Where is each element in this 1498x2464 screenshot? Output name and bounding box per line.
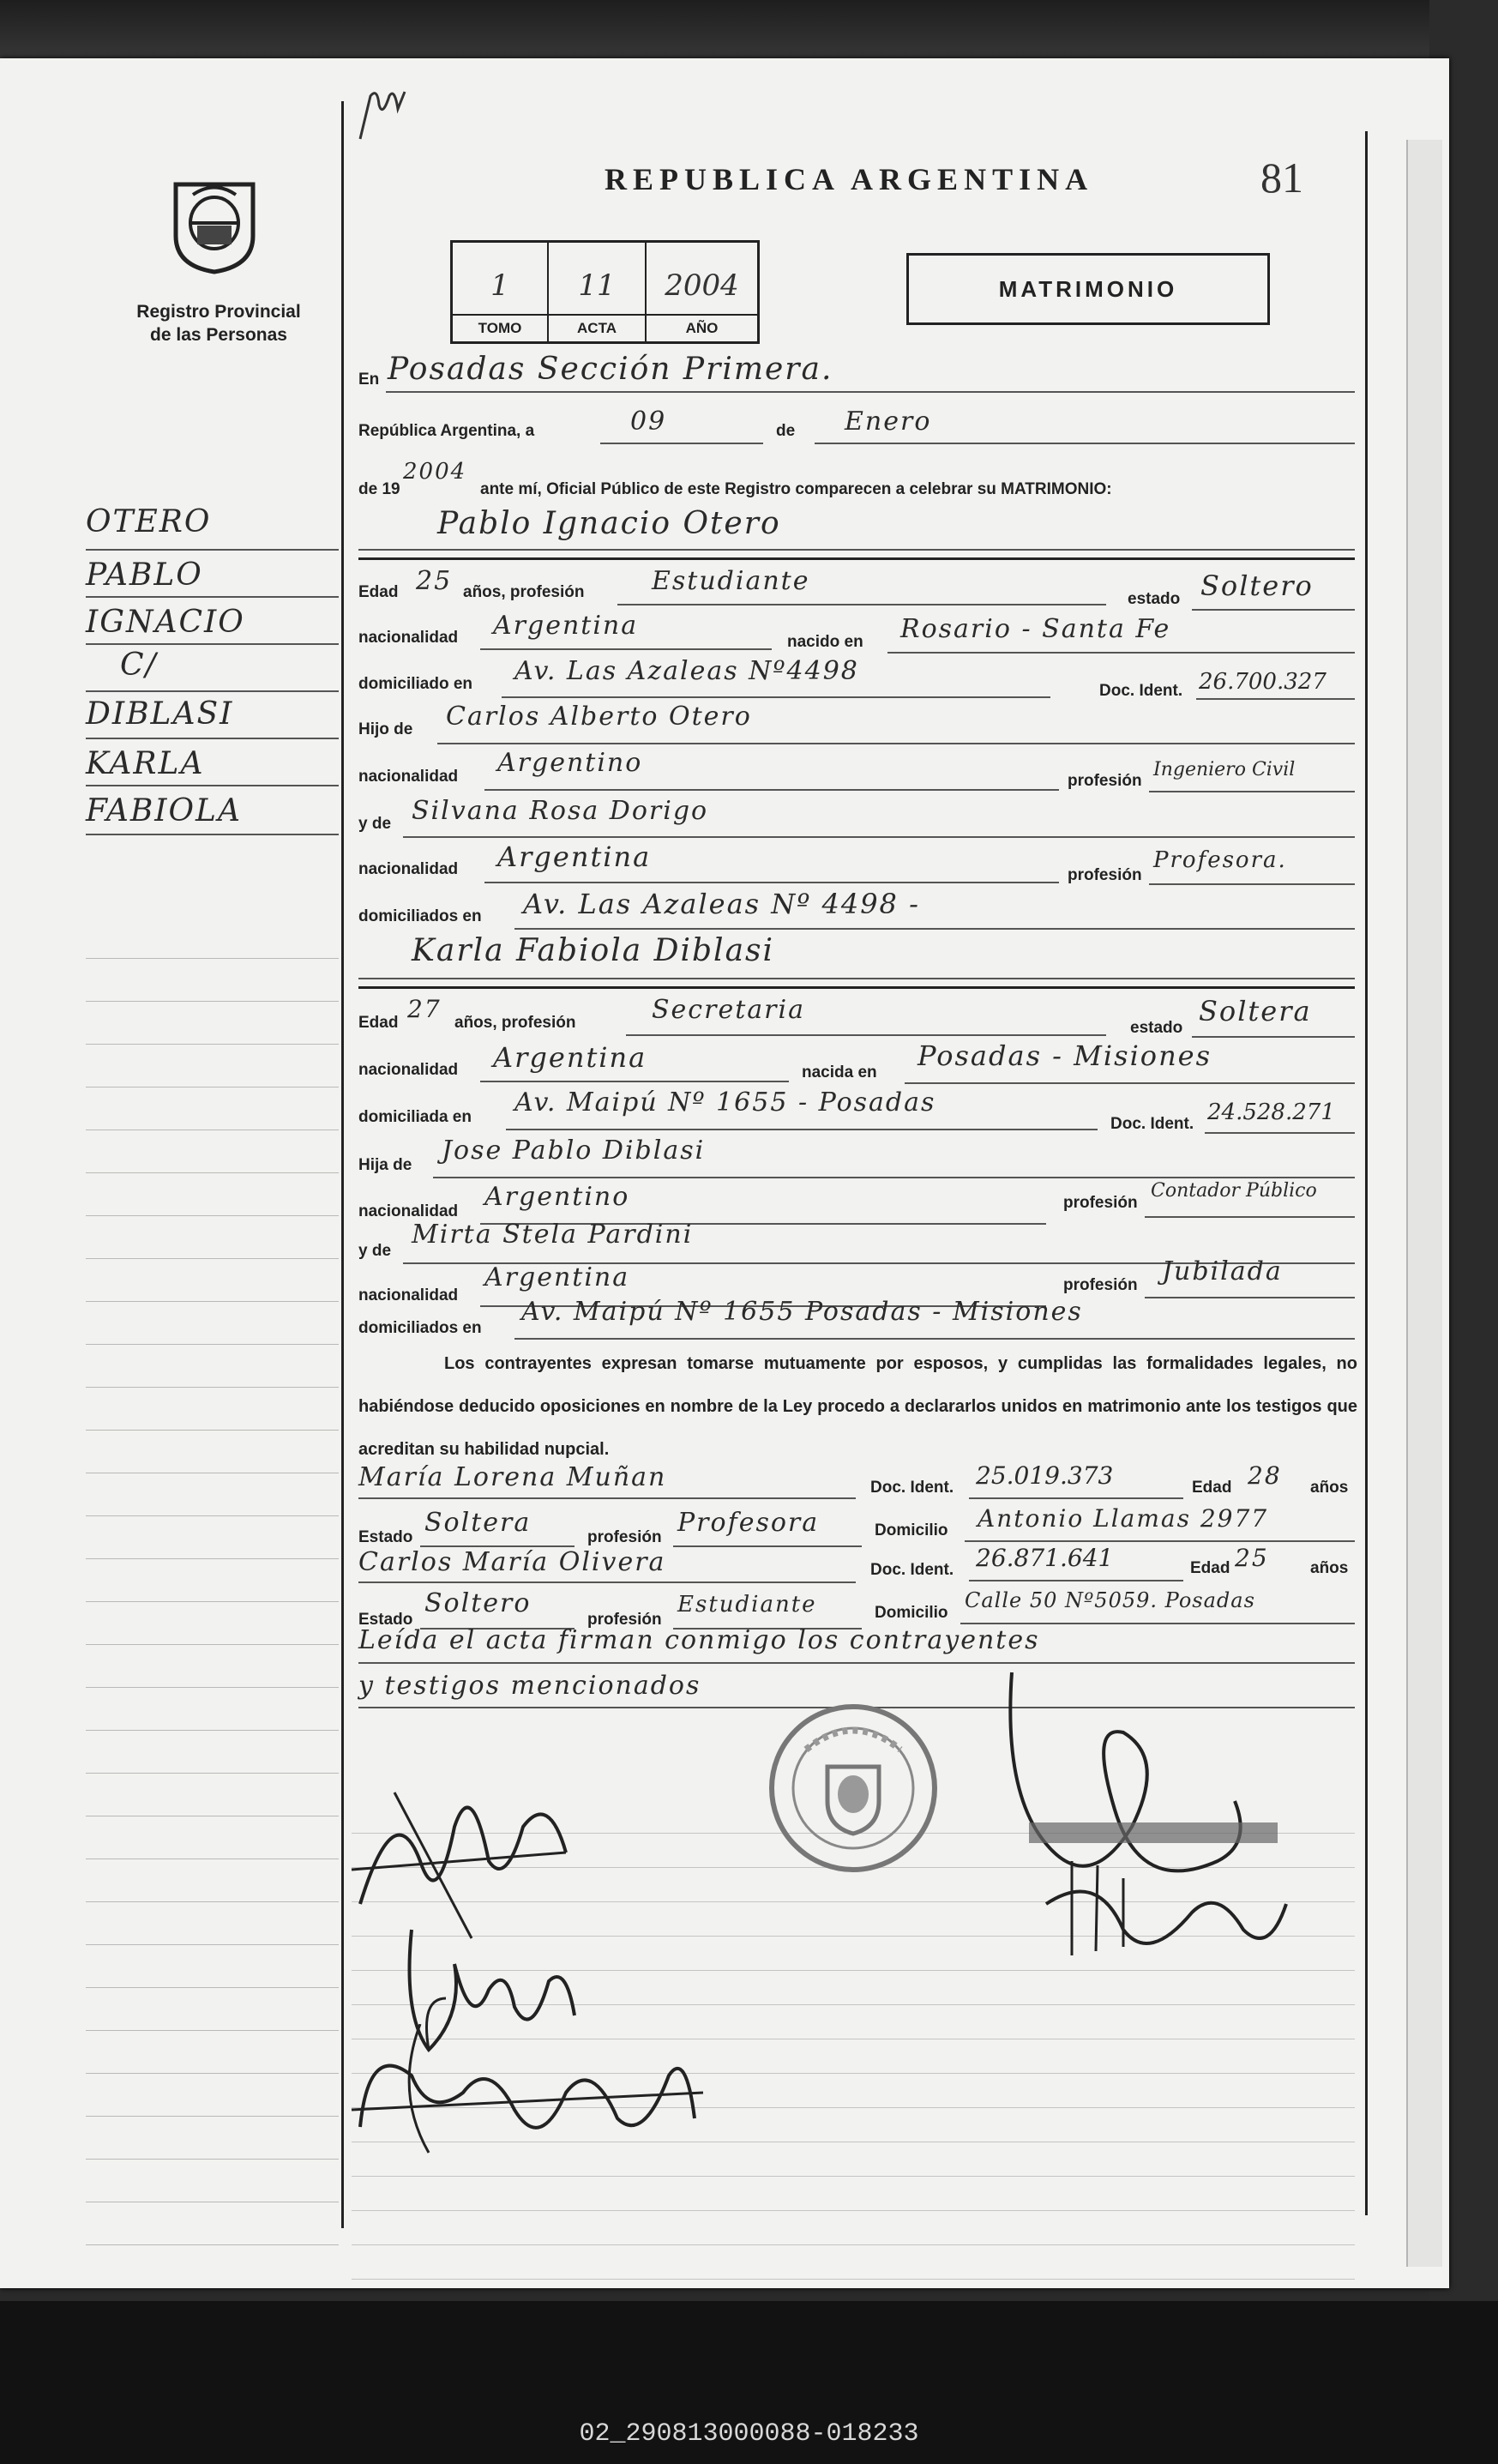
file-identifier-label: 02_290813000088-018233: [579, 2419, 919, 2449]
label-domicilio: Domicilio: [875, 1521, 948, 1539]
margin-note-rule: [86, 785, 339, 786]
label-anos: años: [1310, 1479, 1349, 1497]
groom-nationality: Argentina: [493, 611, 639, 641]
right-rule: [1365, 131, 1368, 2215]
witness-2-estado: Soltero: [424, 1588, 532, 1618]
groom-father: Carlos Alberto Otero: [446, 702, 752, 732]
margin-note-rule: [86, 690, 339, 692]
witness-1-address: Antonio Llamas 2977: [978, 1504, 1269, 1533]
label-estado: Estado: [358, 1611, 413, 1629]
bride-parents-address: Av. Maipú Nº 1655 Posadas - Misiones: [521, 1297, 1083, 1327]
acta-cell: [549, 243, 647, 341]
page-number: 81: [1260, 154, 1303, 202]
tomo-label: TOMO: [453, 314, 547, 341]
margin-note-surname-groom: OTERO: [86, 504, 212, 539]
section-divider: [358, 986, 1355, 989]
margin-note-rule: [86, 596, 339, 598]
bride-address: Av. Maipú Nº 1655 - Posadas: [514, 1087, 936, 1118]
groom-parents-address: Av. Las Azaleas Nº 4498 -: [523, 888, 920, 920]
underline: [514, 1338, 1355, 1340]
label-nacido-en: nacido en: [787, 633, 863, 651]
acta-label: ACTA: [549, 314, 645, 341]
witness-1-age: 28: [1248, 1461, 1282, 1490]
label-profesion: profesión: [587, 1611, 662, 1629]
ano-cell: [647, 243, 757, 341]
label-profesion: profesión: [1063, 1276, 1138, 1294]
bride-nationality: Argentina: [493, 1041, 647, 1074]
label-republica: República Argentina, a: [358, 422, 535, 440]
underline: [437, 743, 1355, 744]
underline: [1145, 1216, 1355, 1218]
country-title: REPUBLICA ARGENTINA: [605, 162, 1094, 196]
ano-value: 2004: [665, 268, 739, 303]
witness-2-address: Calle 50 Nº5059. Posadas: [965, 1588, 1255, 1612]
label-nacionalidad: nacionalidad: [358, 1286, 459, 1304]
label-de: de: [776, 422, 796, 440]
underline: [1145, 1297, 1355, 1298]
margin-note-connector: C/: [120, 648, 158, 683]
groom-doc: 26.700.327: [1199, 669, 1327, 695]
underline: [965, 1540, 1355, 1542]
appear-text: ante mí, Oficial Público de este Registro comparecen a celebrar su MATRIMONIO:: [480, 480, 1112, 498]
month-value: Enero: [845, 407, 932, 437]
underline: [358, 978, 1355, 979]
margin-note-name-4: FABIOLA: [86, 793, 242, 828]
witness-1-name: María Lorena Muñan: [358, 1462, 667, 1492]
closing-note-line-2: y testigos mencionados: [358, 1671, 701, 1701]
margin-note-name-2: IGNACIO: [86, 605, 245, 640]
label-anos-profesion: años, profesión: [454, 1014, 576, 1032]
label-doc-ident: Doc. Ident.: [870, 1561, 954, 1579]
label-year-prefix: de 19: [358, 480, 400, 498]
groom-address: Av. Las Azaleas Nº4498: [514, 656, 859, 686]
label-anos-profesion: años, profesión: [463, 583, 585, 601]
place-value: Posadas Sección Primera.: [388, 352, 833, 387]
label-nacionalidad: nacionalidad: [358, 1202, 459, 1220]
groom-estado: Soltero: [1200, 569, 1314, 602]
underline: [815, 443, 1355, 444]
section-divider: [358, 557, 1355, 560]
bride-mother-nationality: Argentina: [484, 1262, 630, 1292]
label-en: En: [358, 371, 380, 389]
label-doc-ident: Doc. Ident.: [1110, 1115, 1194, 1133]
margin-note-rule: [86, 549, 339, 551]
bride-father-profession: Contador Público: [1151, 1180, 1317, 1202]
label-domiciliados-en: domiciliados en: [358, 1319, 482, 1337]
bride-mother-profession: Jubilada: [1162, 1256, 1283, 1286]
witness-signatures: [343, 2024, 712, 2170]
label-domiciliados-en: domiciliados en: [358, 907, 482, 925]
underline: [484, 789, 1059, 791]
label-domiciliado-en: domiciliado en: [358, 675, 473, 693]
register-reference-table: [450, 240, 760, 344]
bride-estado: Soltera: [1199, 995, 1312, 1027]
label-anos: años: [1310, 1559, 1349, 1577]
groom-mother-profession: Profesora.: [1153, 847, 1287, 873]
label-profesion: profesión: [1063, 1194, 1138, 1212]
underline: [600, 443, 763, 444]
margin-note-rule: [86, 834, 339, 835]
label-estado: estado: [1128, 590, 1181, 608]
day-value: 09: [630, 407, 667, 437]
groom-name: Pablo Ignacio Otero: [437, 506, 781, 541]
tomo-cell: [453, 243, 549, 341]
underline: [514, 928, 1355, 930]
officer-signature: [995, 1655, 1303, 1981]
underline: [887, 652, 1355, 654]
margin-note-rule: [86, 738, 339, 739]
office-line-1: Registro Provincial: [136, 302, 301, 322]
underline: [1192, 1036, 1355, 1038]
margin-ruled-lines: [86, 916, 339, 2254]
declaration-text: Los contrayentes expresan tomarse mutuamente por esposos, y cumplidas las formalidades legales, no habiéndose deducido oposiciones en nombre de la Ley procedo a declararlos unidos en matrimonio ante los testigos que acreditan su habilidad nupcial.: [358, 1354, 1357, 1459]
label-hija-de: Hija de: [358, 1156, 412, 1174]
groom-birthplace: Rosario - Santa Fe: [900, 614, 1171, 644]
witness-1-profession: Profesora: [677, 1508, 820, 1538]
groom-mother-nationality: Argentina: [497, 840, 652, 873]
underline: [1196, 698, 1355, 700]
underline: [358, 1497, 856, 1499]
label-nacionalidad: nacionalidad: [358, 768, 459, 786]
label-doc-ident: Doc. Ident.: [870, 1479, 954, 1497]
underline: [484, 882, 1059, 883]
label-profesion: profesión: [1068, 866, 1142, 884]
underline: [673, 1545, 862, 1547]
label-y-de: y de: [358, 815, 392, 833]
underline: [969, 1580, 1183, 1581]
bride-doc: 24.528.271: [1207, 1099, 1335, 1125]
label-edad: Edad: [1192, 1479, 1232, 1497]
label-nacionalidad: nacionalidad: [358, 1061, 459, 1079]
bride-birthplace: Posadas - Misiones: [917, 1039, 1212, 1072]
bride-name: Karla Fabiola Diblasi: [412, 933, 775, 968]
underline: [1192, 609, 1355, 611]
bride-mother: Mirta Stela Pardini: [412, 1220, 694, 1250]
underline: [969, 1497, 1183, 1499]
underline: [905, 1082, 1355, 1084]
underline: [1149, 883, 1355, 885]
label-domicilio: Domicilio: [875, 1604, 948, 1622]
office-line-2: de las Personas: [150, 325, 287, 345]
label-nacionalidad: nacionalidad: [358, 629, 459, 647]
margin-note-rule: [86, 643, 339, 645]
underline: [480, 648, 772, 650]
year-value: 2004: [403, 459, 467, 485]
label-nacida-en: nacida en: [802, 1063, 877, 1081]
witness-2-age: 25: [1235, 1544, 1269, 1572]
underline: [1149, 791, 1355, 792]
label-hijo-de: Hijo de: [358, 720, 413, 738]
label-edad: Edad: [358, 583, 399, 601]
closing-note-line-1: Leída el acta firman conmigo los contrayentes: [358, 1625, 1040, 1655]
tomo-value: 1: [490, 268, 509, 303]
groom-father-nationality: Argentino: [497, 748, 643, 778]
bride-father: Jose Pablo Diblasi: [442, 1136, 706, 1166]
witness-2-doc: 26.871.641: [976, 1544, 1114, 1572]
underline: [403, 836, 1355, 838]
sheet-edge: [1406, 140, 1442, 2267]
acta-value: 11: [578, 268, 616, 303]
witness-2-profession: Estudiante: [677, 1592, 817, 1618]
underline: [358, 549, 1355, 551]
label-edad: Edad: [1190, 1559, 1230, 1577]
underline: [386, 391, 1355, 393]
witness-1-estado: Soltera: [424, 1508, 532, 1538]
margin-note-name-3: KARLA: [86, 746, 205, 781]
bride-father-nationality: Argentino: [484, 1182, 630, 1212]
label-estado: Estado: [358, 1528, 413, 1546]
underline: [617, 604, 1106, 605]
label-nacionalidad: nacionalidad: [358, 860, 459, 878]
act-type-box: MATRIMONIO: [906, 253, 1270, 325]
underline: [480, 1081, 789, 1082]
witness-2-name: Carlos María Olivera: [358, 1547, 666, 1577]
registry-office-name: [103, 300, 334, 346]
margin-note-surname-bride: DIBLASI: [86, 696, 234, 732]
groom-profession: Estudiante: [652, 566, 810, 596]
bride-profession: Secretaria: [652, 995, 805, 1025]
coat-of-arms-icon: [167, 176, 262, 274]
bride-age: 27: [407, 995, 442, 1023]
label-edad: Edad: [358, 1014, 399, 1032]
groom-age: 25: [416, 566, 453, 596]
margin-note-name-1: PABLO: [86, 557, 203, 593]
label-domiciliada-en: domiciliada en: [358, 1108, 472, 1126]
underline: [960, 1623, 1355, 1624]
label-doc-ident: Doc. Ident.: [1099, 682, 1183, 700]
label-estado: estado: [1130, 1019, 1183, 1037]
groom-mother: Silvana Rosa Dorigo: [412, 796, 709, 826]
label-y-de: y de: [358, 1242, 392, 1260]
underline: [626, 1034, 1106, 1036]
witness-1-doc: 25.019.373: [976, 1461, 1114, 1490]
label-profesion: profesión: [1068, 772, 1142, 790]
initials-signature: [353, 79, 413, 156]
underline: [358, 1581, 856, 1583]
groom-father-profession: Ingeniero Civil: [1153, 759, 1296, 780]
official-seal-icon: [763, 1698, 943, 1878]
ano-label: AÑO: [647, 314, 757, 341]
underline: [433, 1177, 1355, 1178]
underline: [502, 696, 1050, 698]
label-profesion: profesión: [587, 1528, 662, 1546]
underline: [1205, 1132, 1355, 1134]
underline: [506, 1129, 1098, 1130]
